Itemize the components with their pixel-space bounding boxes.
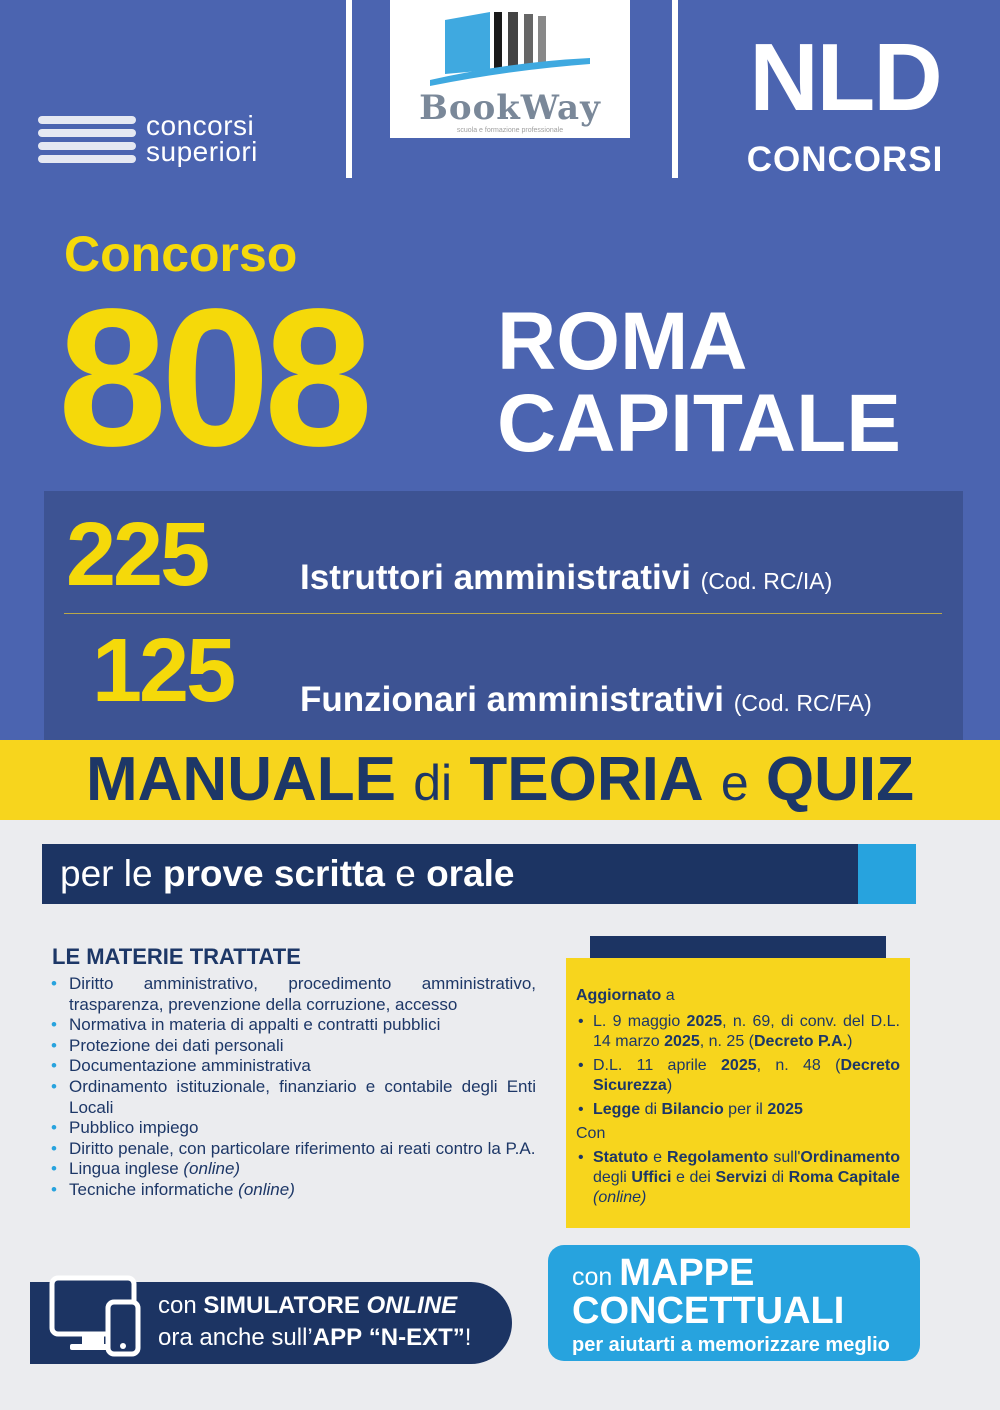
prove-bar-accent [858,844,916,904]
list-item: • Pubblico impiego [48,1118,536,1139]
title-roma: ROMA [497,296,748,387]
manuale-banner-text [0,740,1000,820]
computer-phone-icon [44,1272,154,1362]
aggiornato-list [576,1012,900,1120]
list-item: • L. 9 maggio 2025, n. 69, di conv. del D.L. 14 marzo 2025, n. 25 (Decreto P.A.) [576,1012,900,1052]
mappe-line1: con MAPPE [572,1252,755,1294]
nld-logo: NLD [749,24,941,131]
bookway-books-icon [390,0,630,92]
prove-per-le: per le [60,853,153,894]
aggiornato-con: Con [576,1125,606,1142]
book-stack-icon [38,116,136,124]
list-item: • Normativa in materia di appalti e contratti pubblici [48,1015,536,1036]
banner-di: di [413,755,453,811]
banner-quiz: QUIZ [765,745,914,814]
aggiornato-content [576,986,900,1212]
position-code: (Cod. RC/FA) [733,690,872,716]
simulatore-line2: ora anche sull’APP “N-EXT”! [158,1324,472,1351]
list-item: • Legge di Bilancio per il 2025 [576,1100,900,1120]
position-count-istruttori: 225 [66,505,208,605]
list-item: • D.L. 11 aprile 2025, n. 48 (Decreto Sicurezza) [576,1056,900,1096]
book-stack-icon [38,142,136,150]
position-code: (Cod. RC/IA) [700,568,833,594]
header-separator [672,0,678,178]
prove-text [60,844,515,904]
positions-divider [64,613,942,614]
list-item: • Diritto penale, con particolare riferimento ai reati contro la P.A. [48,1139,536,1160]
aggiornato-header-strip [590,936,886,958]
list-item: • Protezione dei dati personali [48,1036,536,1057]
prove-orale: orale [426,853,515,894]
list-item: • Diritto amministrativo, procedimento amministrativo, trasparenza, prevenzione della corruzione, accesso [48,974,536,1015]
bookway-logo [390,0,630,138]
position-label-funzionari [300,680,872,723]
materie-title: LE MATERIE TRATTATE [52,944,301,969]
list-item: • Tecniche informatiche (online) [48,1180,536,1201]
concorsi-logo-line1: concorsi [146,110,255,141]
aggiornato-list [576,1148,900,1208]
concorsi-superiori-logo [38,112,328,172]
title-concorso: Concorso [64,226,298,282]
position-label-istruttori [300,558,832,601]
position-role: Funzionari amministrativi [300,680,724,719]
list-item: • Documentazione amministrativa [48,1056,536,1077]
simulatore-line1: con SIMULATORE ONLINE [158,1292,458,1319]
title-number: 808 [58,268,368,487]
mappe-line2: CONCETTUALI [572,1290,845,1332]
simulatore-text [158,1290,471,1354]
prove-scritta: prove scritta [162,853,385,894]
title-capitale: CAPITALE [497,378,901,469]
mappe-line3: per aiutarti a memorizzare meglio [572,1334,890,1356]
concorsi-logo-line2: superiori [146,136,258,167]
list-item: • Lingua inglese (online) [48,1159,536,1180]
bookway-wordmark: BookWay [419,88,601,128]
banner-teoria: TEORIA [469,745,704,814]
list-item: • Statuto e Regolamento sull'Ordinamento degli Uffici e dei Servizi di Roma Capitale (online) [576,1148,900,1208]
prove-e: e [395,853,416,894]
header-separator [346,0,352,178]
list-item: • Ordinamento istituzionale, finanziario e contabile degli Enti Locali [48,1077,536,1118]
materie-list [48,974,536,1201]
position-count-funzionari: 125 [92,621,234,721]
position-role: Istruttori amministrativi [300,558,691,597]
book-stack-icon [38,129,136,137]
bookway-tagline: scuola e formazione professionale [456,127,564,134]
book-stack-icon [38,155,136,163]
banner-manuale: MANUALE [86,745,396,814]
banner-e: e [720,755,749,811]
nld-logo-subtitle: CONCORSI [746,140,944,179]
aggiornato-label: Aggiornato a [576,987,675,1004]
